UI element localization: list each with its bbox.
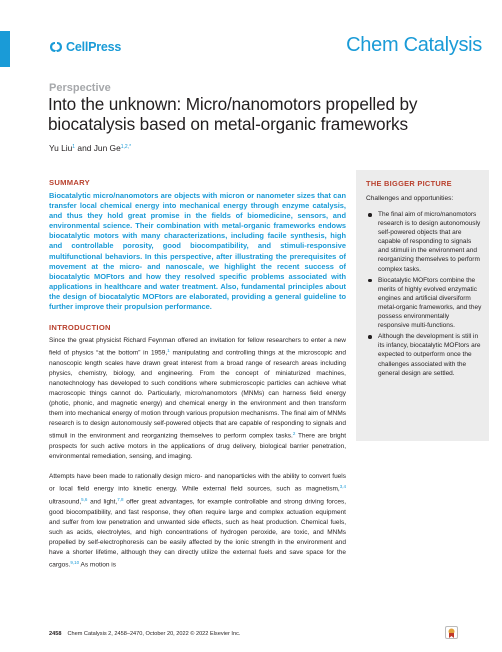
bigger-picture-subheading: Challenges and opportunities: [366,195,454,202]
author-affiliation[interactable]: 1 [72,144,76,150]
author-list [49,143,131,153]
bullet-icon [368,335,372,339]
cellpress-logo[interactable] [49,40,121,54]
page-number: 2458 [49,631,62,637]
bookmark-icon [447,628,456,638]
bullet-icon [368,279,372,283]
body-text-run: There are bright prospects for such active motors in the applications of drug delivery, biological barrier penetration, environmental remediation, sensing, and imaging. [49,432,346,461]
journal-side-tab [0,31,10,67]
body-text-run: manipulating and controlling things at the microscopic and nanoscopic length scales have drawn great interest from a broad range of research areas including physics, chemistry, biology, and engineering. From the concept of miniaturized machines, nanotechnology has developed to such conditions where submicroscopic particles can achieve what macroscopic things cannot do. Particularly, micro/nanomotors (MNMs) can harness field energy (photic, phonic, and magnetic energy) and chemical energy in the environment and then transform them into mechanical energy of motion through various propulsion mechanisms. The final aim of MNMs research is to design autonomously self-powered objects that are capable of responding to signals and stimuli in the environment and reorganizing themselves to perform complex tasks. [49,349,346,440]
author-conjunction: and [77,143,92,153]
bullet-icon [368,213,372,217]
page-footer [49,631,240,637]
author-affiliation[interactable]: 1,2,* [120,144,132,150]
reference-link[interactable]: 2 [292,431,296,437]
author-name[interactable]: Yu Liu [49,143,73,153]
body-text-run: Attempts have been made to rationally design micro- and nanoparticles with the ability to convert fuels or local field energy into kinetic energy. While external field sources, such as magnetism, [49,473,346,493]
bigger-picture-item-text: Although the development is still in its infancy, biocatalytic MOFtors are expected to outperform once the challenges associated with the general design are settled. [378,333,481,377]
reference-link[interactable]: 9,10 [70,560,80,565]
body-text-run: offer great advantages, for example controllable and strong driving forces, good biocompatibility, and fast response, they often require large and complex actuation equipment and suffer from low penetration and unwanted side effects, such as heat production. Chemical fuels, such as acids, electrolytes, and high concentrations of hydrogen peroxide, are toxic, and MNMs propelled by self-electrophoresis can be easily affected by the ionic strength in the environment and have a shorter lifetime, although they can directly utilize the external fuels and save space for the cargos. [49,498,346,569]
summary-heading: SUMMARY [49,178,91,187]
reference-link[interactable]: 7,8 [117,496,124,502]
main-column [49,178,346,571]
introduction-heading: INTRODUCTION [49,323,111,333]
body-text-run: ultrasound, [49,498,82,506]
bigger-picture-box [356,170,489,441]
body-text-run: and light, [87,498,118,506]
bigger-picture-item-text: Biocatalytic MOFtors combine the merits of highly evolved enzymatic engines and artificial diversiform metal-organic frameworks, and they possess environmentally responsive multi-functions. [378,276,482,330]
bigger-picture-item-text: The final aim of micro/nanomotors research is to design autonomously self-powered objects that are capable of responding to signals and stimuli in the environment and reorganizing themselves to perform complex tasks. [378,211,481,273]
reference-link[interactable]: 3,4 [339,484,346,490]
body-text-run: Since the great physicist Richard Feynman offered an invitation for fellow researchers to enter a new field of physics “at the bottom” in 1959, [49,337,346,357]
bigger-picture-item [366,276,482,331]
summary-text: Biocatalytic micro/nanomotors are objects with micron or nanometer sizes that can transfer local chemical energy into mechanical energy through enzyme catalysis, and thus they hold great promise in the fields of biomedicine, sensors, and environmental science. Their combination with metal-organic frameworks endows biocatalytic motors with many characterizations, including facile synthesis, high and controllable porosity, good biocompatibility, and stimuli-responsive multifunctional behaviors. In this perspective, after illustrating the prerequisites of movement at the micro- and nanoscale, we highlight the recent success of biocatalytic MOFtors and how they resolved specific problems associated with applications in healthcare and water treatment. Also, fundamental principles about the design of biocatalytic MOFtors are elaborated, providing a general guideline to further improve their propulsion performance. [49,191,346,312]
author-name[interactable]: Jun Ge [93,143,121,153]
publisher-name: CellPress [66,40,122,54]
bigger-picture-item [366,332,482,377]
article-type: Perspective [49,82,111,94]
reference-link[interactable]: 5,6 [81,496,88,502]
article-title: Into the unknown: Micro/nanomotors propelled by biocatalysis based on metal-organic frameworks [48,94,418,134]
intro-paragraph [49,336,346,462]
journal-name[interactable]: Chem Catalysis [346,34,482,56]
bigger-picture-list [366,210,482,378]
citation-line: Chem Catalysis 2, 2458–2470, October 20, 2022 © 2022 Elsevier Inc. [67,631,241,637]
bigger-picture-item [366,210,482,274]
intro-paragraph [49,472,346,570]
check-for-updates-icon[interactable] [445,626,458,639]
body-text-run: As motion is [79,561,116,569]
cellpress-mark-icon [49,41,63,53]
reference-link[interactable]: 1 [167,348,170,354]
bigger-picture-heading: THE BIGGER PICTURE [366,179,452,188]
